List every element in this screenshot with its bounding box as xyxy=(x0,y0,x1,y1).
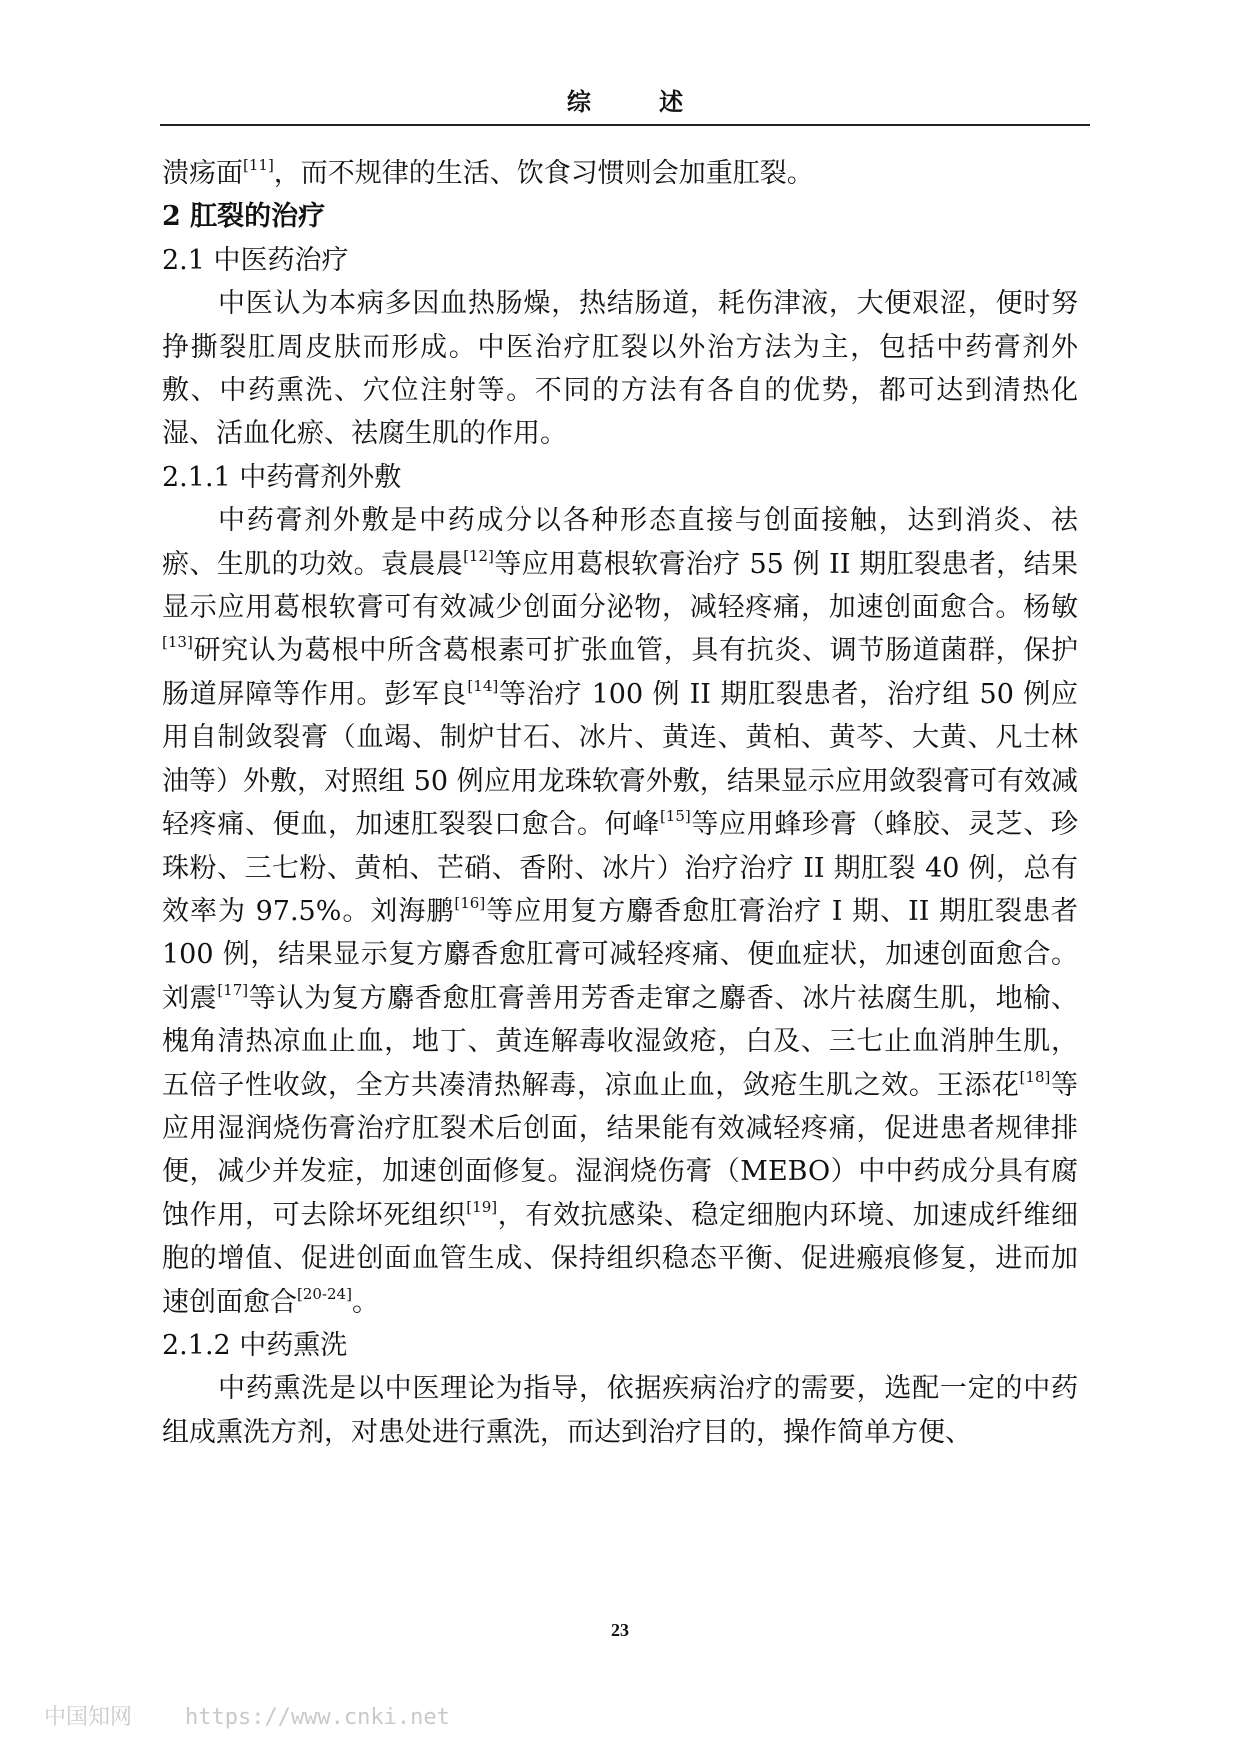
subsection-heading-2-1: 2.1 中医药治疗 xyxy=(162,244,349,276)
page-number: 23 xyxy=(611,1620,629,1640)
citation: [20-24] xyxy=(297,1284,352,1303)
subsection-heading-2-1-1: 2.1.1 中药膏剂外敷 xyxy=(162,461,402,493)
citation: [19] xyxy=(466,1197,498,1216)
cnki-watermark: 中国知网 https://www.cnki.net xyxy=(44,1705,450,1730)
citation: [17] xyxy=(217,980,249,999)
citation: [11] xyxy=(243,156,274,174)
section-heading-2: 2 肛裂的治疗 xyxy=(162,201,326,233)
paragraph-fumigation: 中药熏洗是以中医理论为指导，依据疾病治疗的需要，选配一定的中药组成熏洗方剂，对患处进行熏洗，而达到治疗目的，操作简单方便、 xyxy=(162,1373,1078,1448)
running-header: 综 述 xyxy=(566,87,714,116)
article-body xyxy=(162,152,1078,1454)
citation: [13] xyxy=(162,633,193,652)
citation: [16] xyxy=(454,893,486,912)
paragraph-tcm-intro: 中医认为本病多因血热肠燥，热结肠道，耗伤津液，大便艰涩，便时努挣撕裂肛周皮肤而形成。中医治疗肛裂以外治方法为主，包括中药膏剂外敷、中药熏洗、穴位注射等。不同的方法有各自的优势，都可达到清热化湿、活血化瘀、祛腐生肌的作用。 xyxy=(162,288,1078,450)
subsection-heading-2-1-2: 2.1.2 中药熏洗 xyxy=(162,1329,348,1361)
paragraph-continued: 溃疡面[11]，而不规律的生活、饮食习惯则会加重肛裂。 xyxy=(162,156,814,189)
citation: [12] xyxy=(463,546,494,565)
paragraph-ointment: 中药膏剂外敷是中药成分以各种形态直接与创面接触，达到消炎、祛瘀、生肌的功效。袁晨晨[12]等应用葛根软膏治疗 55 例 II 期肛裂患者，结果显示应用葛根软膏可有效减少创面分泌物，减轻疼痛，加速创面愈合。杨敏[13]研究认为葛根中所含葛根素可扩张血管，具有抗炎、调节肠道菌群，保护肠道屏障等作用。彭军良[14]等治疗 100 例 II 期肛裂患者，治疗组 50 例应用自制敛裂膏（血竭、制炉甘石、冰片、黄连、黄柏、黄芩、大黄、凡士林油等）外敷，对照组 50 例应用龙珠软膏外敷，结果显示应用敛裂膏可有效减轻疼痛、便血，加速肛裂裂口愈合。何峰[15]等应用蜂珍膏（蜂胶、灵芝、珍珠粉、三七粉、黄柏、芒硝、香附、冰片）治疗治疗 II 期肛裂 40 例，总有效率为 97.5%。刘海鹏[16]等应用复方麝香愈肛膏治疗 I 期、II 期肛裂患者 100 例，结果显示复方麝香愈肛膏可减轻疼痛、便血症状，加速创面愈合。刘震[17]等认为复方麝香愈肛膏善用芳香走窜之麝香、冰片祛腐生肌，地榆、槐角清热凉血止血，地丁、黄连解毒收湿敛疮，白及、三七止血消肿生肌，五倍子性收敛，全方共凑清热解毒，凉血止血，敛疮生肌之效。王添花[18]等应用湿润烧伤膏治疗肛裂术后创面，结果能有效减轻疼痛，促进患者规律排便，减少并发症，加速创面修复。湿润烧伤膏（MEBO）中中药成分具有腐蚀作用，可去除坏死组织[19]，有效抗感染、稳定细胞内环境、加速成纤维细胞的增值、促进创面血管生成、保持组织稳态平衡、促进瘢痕修复，进而加速创面愈合[20-24]。 xyxy=(162,505,1079,1318)
citation: [18] xyxy=(1019,1067,1051,1086)
header-rule xyxy=(160,124,1090,126)
citation: [14] xyxy=(467,676,499,695)
citation: [15] xyxy=(659,807,691,826)
